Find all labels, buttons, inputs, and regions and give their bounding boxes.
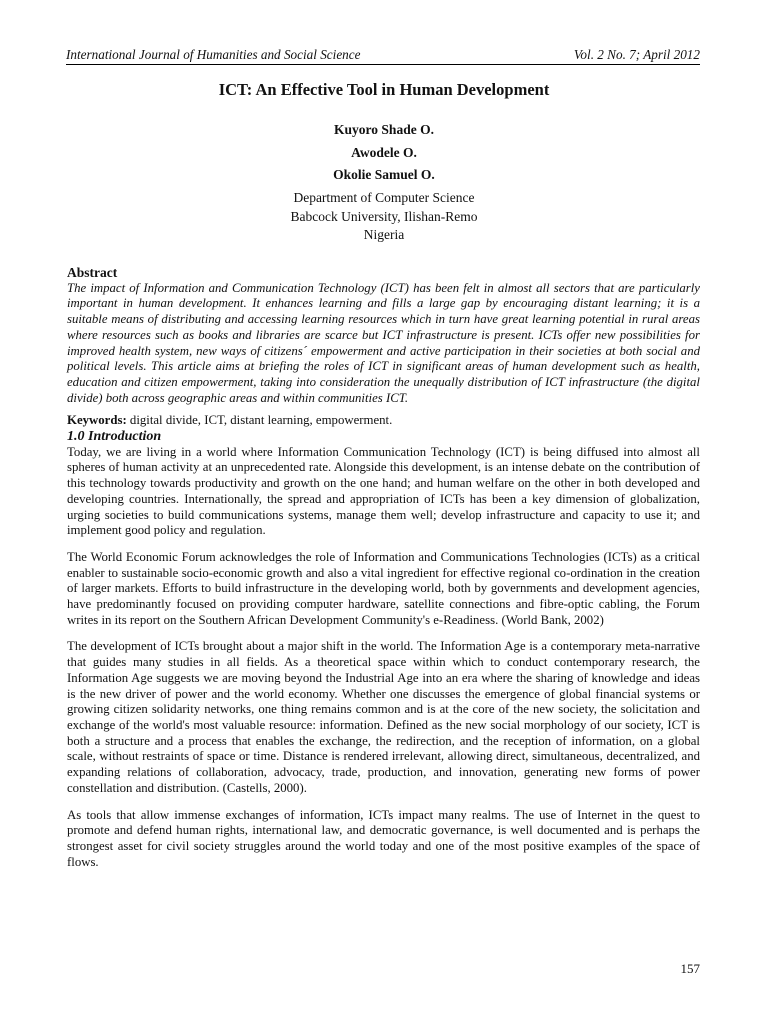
body-paragraph: The development of ICTs brought about a major shift in the world. The Information Age is a contemporary meta-narrative that guides many studies in all fields. As a theoretical space within which to conduct contemporary research, the Information Age suggests we are moving beyond the Industrial Age into an era where the sharing of knowledge and ideas is the new driver of power and the world economy. Whether one discusses the emergence of global financial systems or growing citizen solidarity networks, one thing remains common and is at the core of the new society, the solicitation and exchange of the world's most valuable resource: information. Defined as the new social morphology of our society, ICT is both a structure and a process that enables the exchange, the redirection, and the reception of information, on a global scale, without restraints of space or time. Distance is rendered irrelevant, allowing direct, simultaneous, decentralized, and expanding relations of collaboration, advocacy, trade, production, and innovation, generating new forms of power constellation and distribution. (Castells, 2000). bbox=[67, 639, 700, 795]
affiliation bbox=[0, 189, 768, 245]
affiliation-line: Department of Computer Science bbox=[293, 190, 475, 205]
running-header bbox=[66, 47, 700, 65]
author-list bbox=[0, 119, 768, 187]
keywords-label: Keywords: bbox=[67, 413, 127, 428]
author-name: Okolie Samuel O. bbox=[333, 167, 435, 182]
section-heading: 1.0 Introduction bbox=[67, 429, 162, 445]
body-paragraph: The World Economic Forum acknowledges the role of Information and Communications Technologies (ICTs) as a critical enabler to sustainable socio-economic growth and also a vital ingredient for effective regional co-ordination in the creation of larger markets. Efforts to build infrastructure in the developing world, both by governments and development agencies, have predominantly focused on providing computer hardware, satellite connections and fibre-optic cabling, the Forum writes in its report on the Southern African Development Community's e-Readiness. (World Bank, 2002) bbox=[67, 549, 700, 627]
keywords-text: digital divide, ICT, distant learning, empowerment. bbox=[126, 413, 393, 428]
abstract-heading: Abstract bbox=[67, 265, 118, 280]
abstract-text: The impact of Information and Communication Technology (ICT) has been felt in almost all sectors that are particularly important in human development. It enhances learning and fills a large gap by encouraging distant learning; it is a suitable means of distributing and accessing learning resources which in turn have great learning potential in rural areas where resources such as books and libraries are scarce but ICT infrastructure is present. ICTs offer new possibilities for improved health system, new ways of citizens´ empowerment and active participation in their societies at both social and political levels. This article aims at briefing the roles of ICT in significant areas of human development such as health, education and citizen empowerment, taking into consideration the unequally distribution of ICT infrastructure (the digital divide) both across geographic areas and within communities ICT. bbox=[67, 280, 700, 405]
body-paragraph: Today, we are living in a world where Information Communication Technology (ICT) is being diffused into almost all spheres of human activity at an unprecedented rate. Alongside this development, is an intense debate on the contribution of this technology towards productivity and growth on the one hand; and human welfare on the other in both developed and developing countries. Internationally, the spread and appropriation of ICTs has been a key dimension of globalization, urging societies to build communications systems, manage them well; develop infrastructure and capacity to use it; and implement good policy and regulation. bbox=[67, 444, 700, 538]
body-content bbox=[67, 265, 700, 881]
issue-info: Vol. 2 No. 7; April 2012 bbox=[573, 47, 700, 62]
paper-title: ICT: An Effective Tool in Human Development bbox=[218, 80, 550, 99]
affiliation-line: Babcock University, Ilishan-Remo bbox=[290, 208, 478, 224]
author-name: Awodele O. bbox=[351, 144, 417, 160]
affiliation-line: Nigeria bbox=[363, 227, 405, 242]
page-number: 157 bbox=[680, 961, 700, 976]
body-paragraph: As tools that allow immense exchanges of information, ICTs impact many realms. The use of Internet in the quest to promote and defend human rights, international law, and democratic governance, is well documented and is perhaps the strongest asset for civil society struggles around the world today and one of the most positive examples of the space of flows. bbox=[67, 807, 700, 869]
keywords bbox=[67, 413, 700, 429]
author-name: Kuyoro Shade O. bbox=[334, 122, 434, 137]
journal-name: International Journal of Humanities and Social Science bbox=[66, 47, 361, 62]
